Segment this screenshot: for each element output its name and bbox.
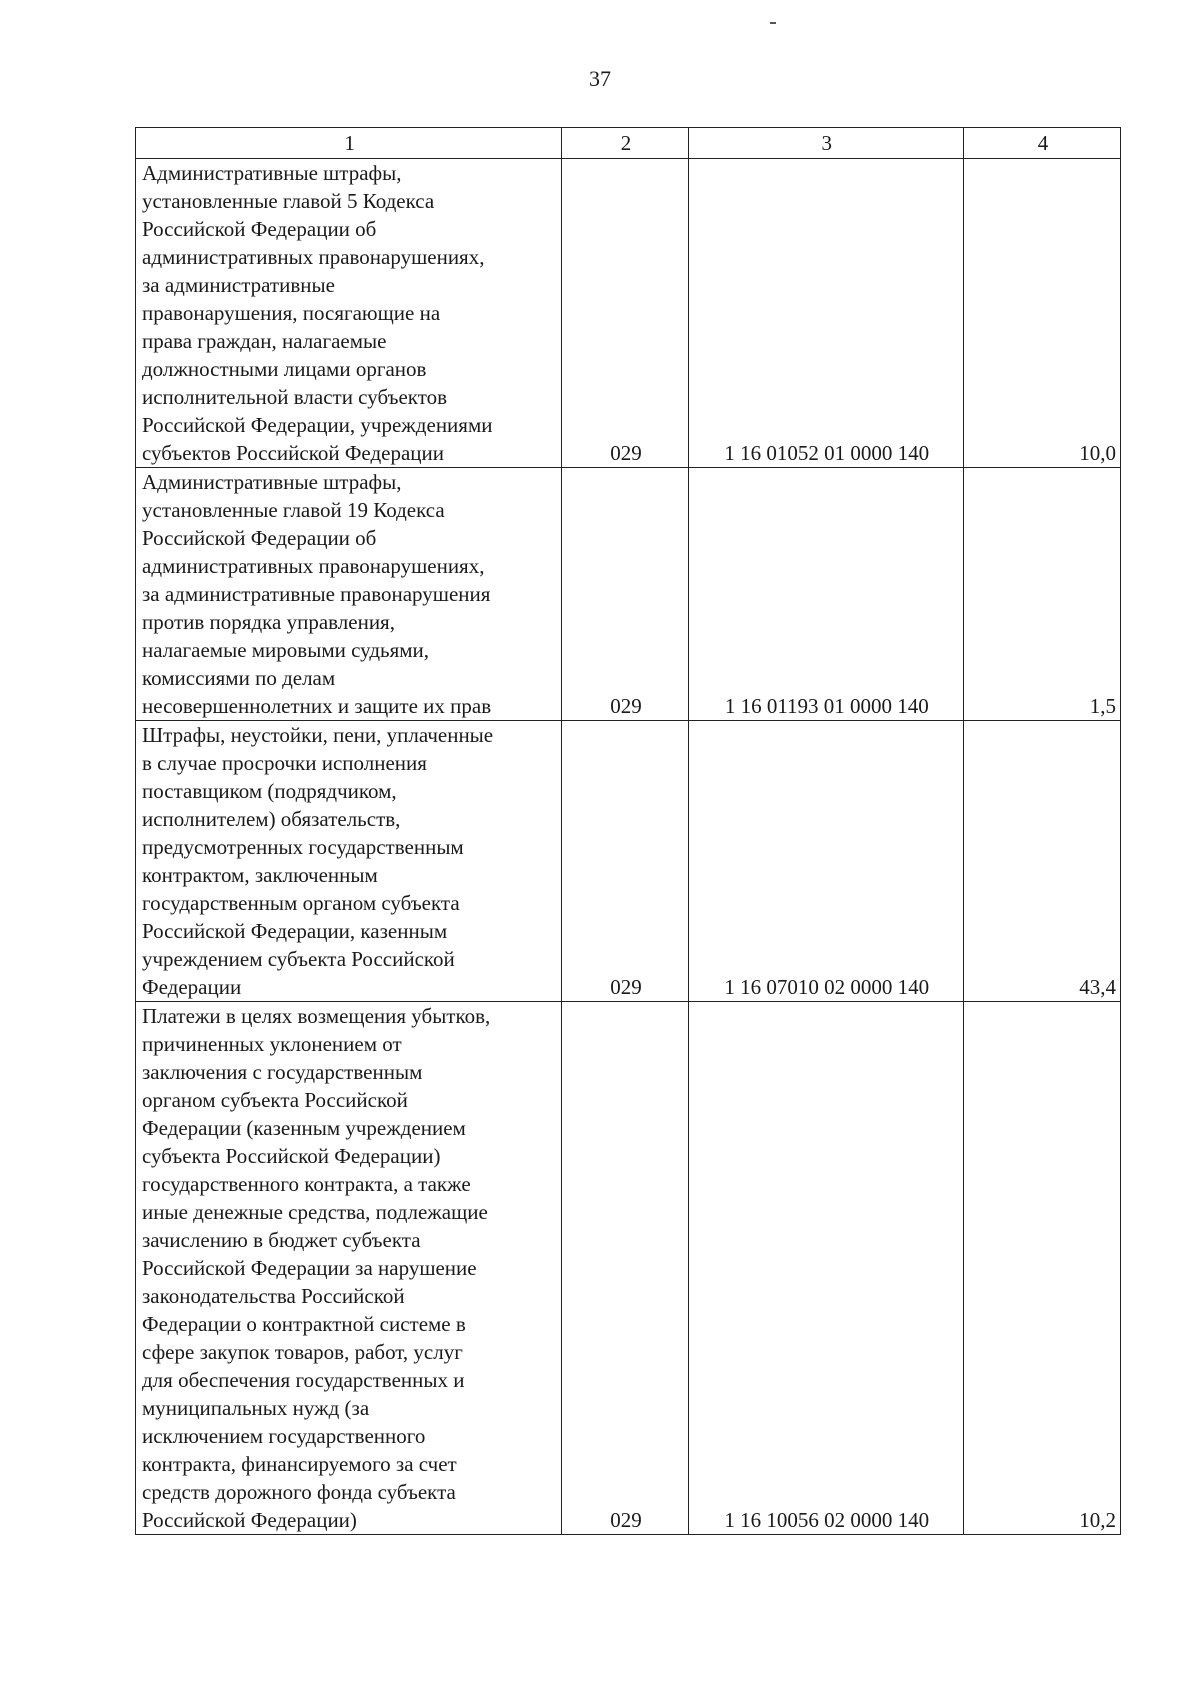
description-line: правонарушения, посягающие на — [142, 301, 441, 325]
description-line: сфере закупок товаров, работ, услуг — [142, 1340, 463, 1364]
description-line: права граждан, налагаемые — [142, 329, 387, 353]
description-line: за административные — [142, 273, 335, 297]
scan-speck — [770, 22, 776, 24]
table-row — [136, 721, 1121, 1002]
row-budget-code: 1 16 01193 01 0000 140 — [688, 468, 963, 721]
description-line: установленные главой 5 Кодекса — [142, 189, 435, 213]
row-admin-code: 029 — [562, 468, 688, 721]
row-amount: 10,2 — [963, 1002, 1120, 1535]
description-line: учреждением субъекта Российской — [142, 947, 455, 971]
row-admin-code: 029 — [562, 721, 688, 1002]
description-line: Федерации — [142, 975, 242, 999]
row-description — [136, 468, 562, 721]
description-line: субъекта Российской Федерации) — [142, 1144, 441, 1168]
description-line: средств дорожного фонда субъекта — [142, 1480, 456, 1504]
description-line: заключения с государственным — [142, 1060, 423, 1084]
description-line: административных правонарушениях, — [142, 554, 485, 578]
description-line: Российской Федерации за нарушение — [142, 1256, 477, 1280]
page-number: 37 — [589, 66, 611, 91]
description-line: для обеспечения государственных и — [142, 1368, 465, 1392]
table-row — [136, 468, 1121, 721]
description-line: против порядка управления, — [142, 610, 395, 634]
description-line: государственным органом субъекта — [142, 891, 460, 915]
table-row — [136, 159, 1121, 468]
description-line: Российской Федерации, учреждениями — [142, 413, 493, 437]
description-line: предусмотренных государственным — [142, 835, 464, 859]
description-line: Штрафы, неустойки, пени, уплаченные — [142, 723, 494, 747]
description-line: Административные штрафы, — [142, 470, 402, 494]
description-line: контрактом, заключенным — [142, 863, 378, 887]
description-line: иные денежные средства, подлежащие — [142, 1200, 488, 1224]
description-line: налагаемые мировыми судьями, — [142, 638, 430, 662]
description-line: законодательства Российской — [142, 1284, 405, 1308]
header-col-4: 4 — [963, 128, 1120, 159]
table-header-row — [136, 128, 1121, 159]
description-line: органом субъекта Российской — [142, 1088, 408, 1112]
description-line: несовершеннолетних и защите их прав — [142, 694, 492, 718]
row-admin-code: 029 — [562, 159, 688, 468]
row-amount: 10,0 — [963, 159, 1120, 468]
description-line: муниципальных нужд (за — [142, 1396, 370, 1420]
description-line: Федерации (казенным учреждением — [142, 1116, 466, 1140]
description-line: Федерации о контрактной системе в — [142, 1312, 466, 1336]
description-line: исполнительной власти субъектов — [142, 385, 448, 409]
description-line: поставщиком (подрядчиком, — [142, 779, 397, 803]
description-line: административных правонарушениях, — [142, 245, 485, 269]
row-budget-code: 1 16 01052 01 0000 140 — [688, 159, 963, 468]
revenue-table — [135, 127, 1121, 1535]
row-description — [136, 721, 562, 1002]
description-line: за административные правонарушения — [142, 582, 491, 606]
description-line: комиссиями по делам — [142, 666, 336, 690]
description-line: причиненных уклонением от — [142, 1032, 402, 1056]
row-description — [136, 159, 562, 468]
table-body — [136, 159, 1121, 1535]
description-line: Российской Федерации, казенным — [142, 919, 448, 943]
description-line: в случае просрочки исполнения — [142, 751, 427, 775]
description-line: зачислению в бюджет субъекта — [142, 1228, 421, 1252]
description-line: Российской Федерации) — [142, 1508, 357, 1532]
description-line: Платежи в целях возмещения убытков, — [142, 1004, 491, 1028]
row-admin-code: 029 — [562, 1002, 688, 1535]
description-line: должностными лицами органов — [142, 357, 427, 381]
description-line: государственного контракта, а также — [142, 1172, 471, 1196]
description-line: Российской Федерации об — [142, 217, 377, 241]
row-budget-code: 1 16 10056 02 0000 140 — [688, 1002, 963, 1535]
row-budget-code: 1 16 07010 02 0000 140 — [688, 721, 963, 1002]
table-row — [136, 1002, 1121, 1535]
description-line: контракта, финансируемого за счет — [142, 1452, 457, 1476]
row-amount: 1,5 — [963, 468, 1120, 721]
row-amount: 43,4 — [963, 721, 1120, 1002]
description-line: установленные главой 19 Кодекса — [142, 498, 445, 522]
description-line: исполнителем) обязательств, — [142, 807, 401, 831]
header-col-2: 2 — [562, 128, 688, 159]
description-line: субъектов Российской Федерации — [142, 441, 445, 465]
header-col-3: 3 — [688, 128, 963, 159]
description-line: исключением государственного — [142, 1424, 426, 1448]
description-line: Российской Федерации об — [142, 526, 377, 550]
row-description — [136, 1002, 562, 1535]
description-line: Административные штрафы, — [142, 161, 402, 185]
header-col-1: 1 — [136, 128, 562, 159]
